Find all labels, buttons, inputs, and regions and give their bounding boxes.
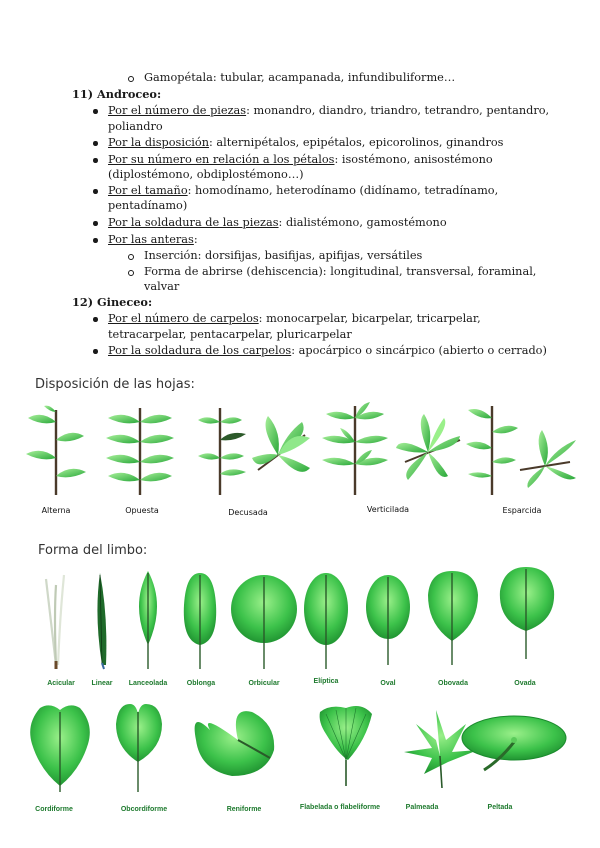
gineceo-heading: 12) Gineceo: xyxy=(72,295,153,309)
esparcida-figure xyxy=(466,406,576,495)
disposicion-heading: Disposición de las hojas: xyxy=(35,377,195,392)
orbicular-figure xyxy=(231,575,297,669)
eliptica-figure xyxy=(304,573,348,669)
androceo-item-2: Por la disposición: alternipétalos, epipétalos, epicorolinos, ginandros xyxy=(108,136,504,149)
gineceo-item-1: Por el número de carpelos: monocarpelar, bicarpelar, tricarpelar, xyxy=(108,312,481,325)
androceo-item-1: Por el número de piezas: monandro, diandro, triandro, tetrandro, pentandro, xyxy=(108,104,550,117)
peltada-figure xyxy=(462,716,566,770)
anteras-sub-1: Inserción: dorsifijas, basifijas, apifijas, versátiles xyxy=(144,249,423,262)
label-linear: Linear xyxy=(91,680,113,687)
label-eliptica: Elíptica xyxy=(313,678,339,685)
androceo-item-6: Por las anteras: xyxy=(108,233,198,246)
label-cordiforme: Cordiforme xyxy=(35,806,73,813)
label-obcordiforme: Obcordiforme xyxy=(120,806,168,813)
obovada-figure xyxy=(428,571,478,665)
label-flabelada: Flabelada o flabeliforme xyxy=(299,804,381,811)
label-acicular: Acicular xyxy=(47,680,75,687)
label-peltada: Peltada xyxy=(487,804,513,811)
label-oval: Oval xyxy=(380,680,396,687)
palmeada-figure xyxy=(404,710,478,788)
obcordiforme-figure xyxy=(116,704,162,792)
reniforme-figure xyxy=(195,711,275,776)
label-oblonga: Oblonga xyxy=(186,680,216,687)
decusada-figure xyxy=(198,408,310,495)
androceo-item-4: Por el tamaño: homodínamo, heterodínamo (didínamo, tetradínamo, xyxy=(108,184,499,197)
alterna-figure xyxy=(26,406,86,495)
limbo-row1-illustration xyxy=(20,565,580,677)
circle-bullet xyxy=(128,76,134,82)
label-lanceolada: Lanceolada xyxy=(128,680,168,687)
oblonga-figure xyxy=(184,573,216,669)
anteras-sub-2-cont: valvar xyxy=(144,280,180,293)
label-verticilada: Verticilada xyxy=(366,505,410,514)
gineceo-item-2: Por la soldadura de los carpelos: apocárpico o sincárpico (abierto o cerrado) xyxy=(108,344,547,357)
androceo-item-1-cont: poliandro xyxy=(108,120,163,133)
label-ovada: Ovada xyxy=(514,680,536,687)
label-obovada: Obovada xyxy=(438,680,468,687)
verticilada-figure xyxy=(322,402,460,495)
gamopetala-line: Gamopétala: tubular, acampanada, infundibuliforme… xyxy=(144,71,456,84)
cordiforme-figure xyxy=(30,705,90,792)
ovada-figure xyxy=(500,567,554,659)
label-orbicular: Orbicular xyxy=(248,680,280,687)
androceo-item-3: Por su número en relación a los pétalos: isostémono, anisostémono xyxy=(108,153,493,166)
label-opuesta: Opuesta xyxy=(125,506,159,515)
androceo-item-4-cont: pentadínamo) xyxy=(108,199,188,212)
gineceo-item-1-cont: tetracarpelar, pentacarpelar, pluricarpelar xyxy=(108,328,352,341)
flabelada-figure xyxy=(320,706,372,786)
acicular-figure xyxy=(46,575,64,669)
opuesta-figure xyxy=(106,408,174,495)
androceo-item-5: Por la soldadura de las piezas: dialistémono, gamostémono xyxy=(108,216,447,229)
label-decusada: Decusada xyxy=(228,508,268,517)
label-reniforme: Reniforme xyxy=(226,806,262,813)
lanceolada-figure xyxy=(139,571,157,669)
androceo-item-3-cont: (diplostémono, obdiplostémono…) xyxy=(108,168,304,181)
disposicion-illustration xyxy=(20,400,580,510)
label-esparcida: Esparcida xyxy=(502,506,542,515)
oval-figure xyxy=(366,575,410,665)
limbo-heading: Forma del limbo: xyxy=(38,543,148,558)
anteras-sub-2: Forma de abrirse (dehiscencia): longitudinal, transversal, foraminal, xyxy=(144,265,537,278)
linear-figure xyxy=(97,573,106,669)
label-palmeada: Palmeada xyxy=(405,804,439,811)
androceo-heading: 11) Androceo: xyxy=(72,87,162,101)
limbo-row2-illustration xyxy=(20,700,580,802)
label-alterna: Alterna xyxy=(41,506,71,515)
